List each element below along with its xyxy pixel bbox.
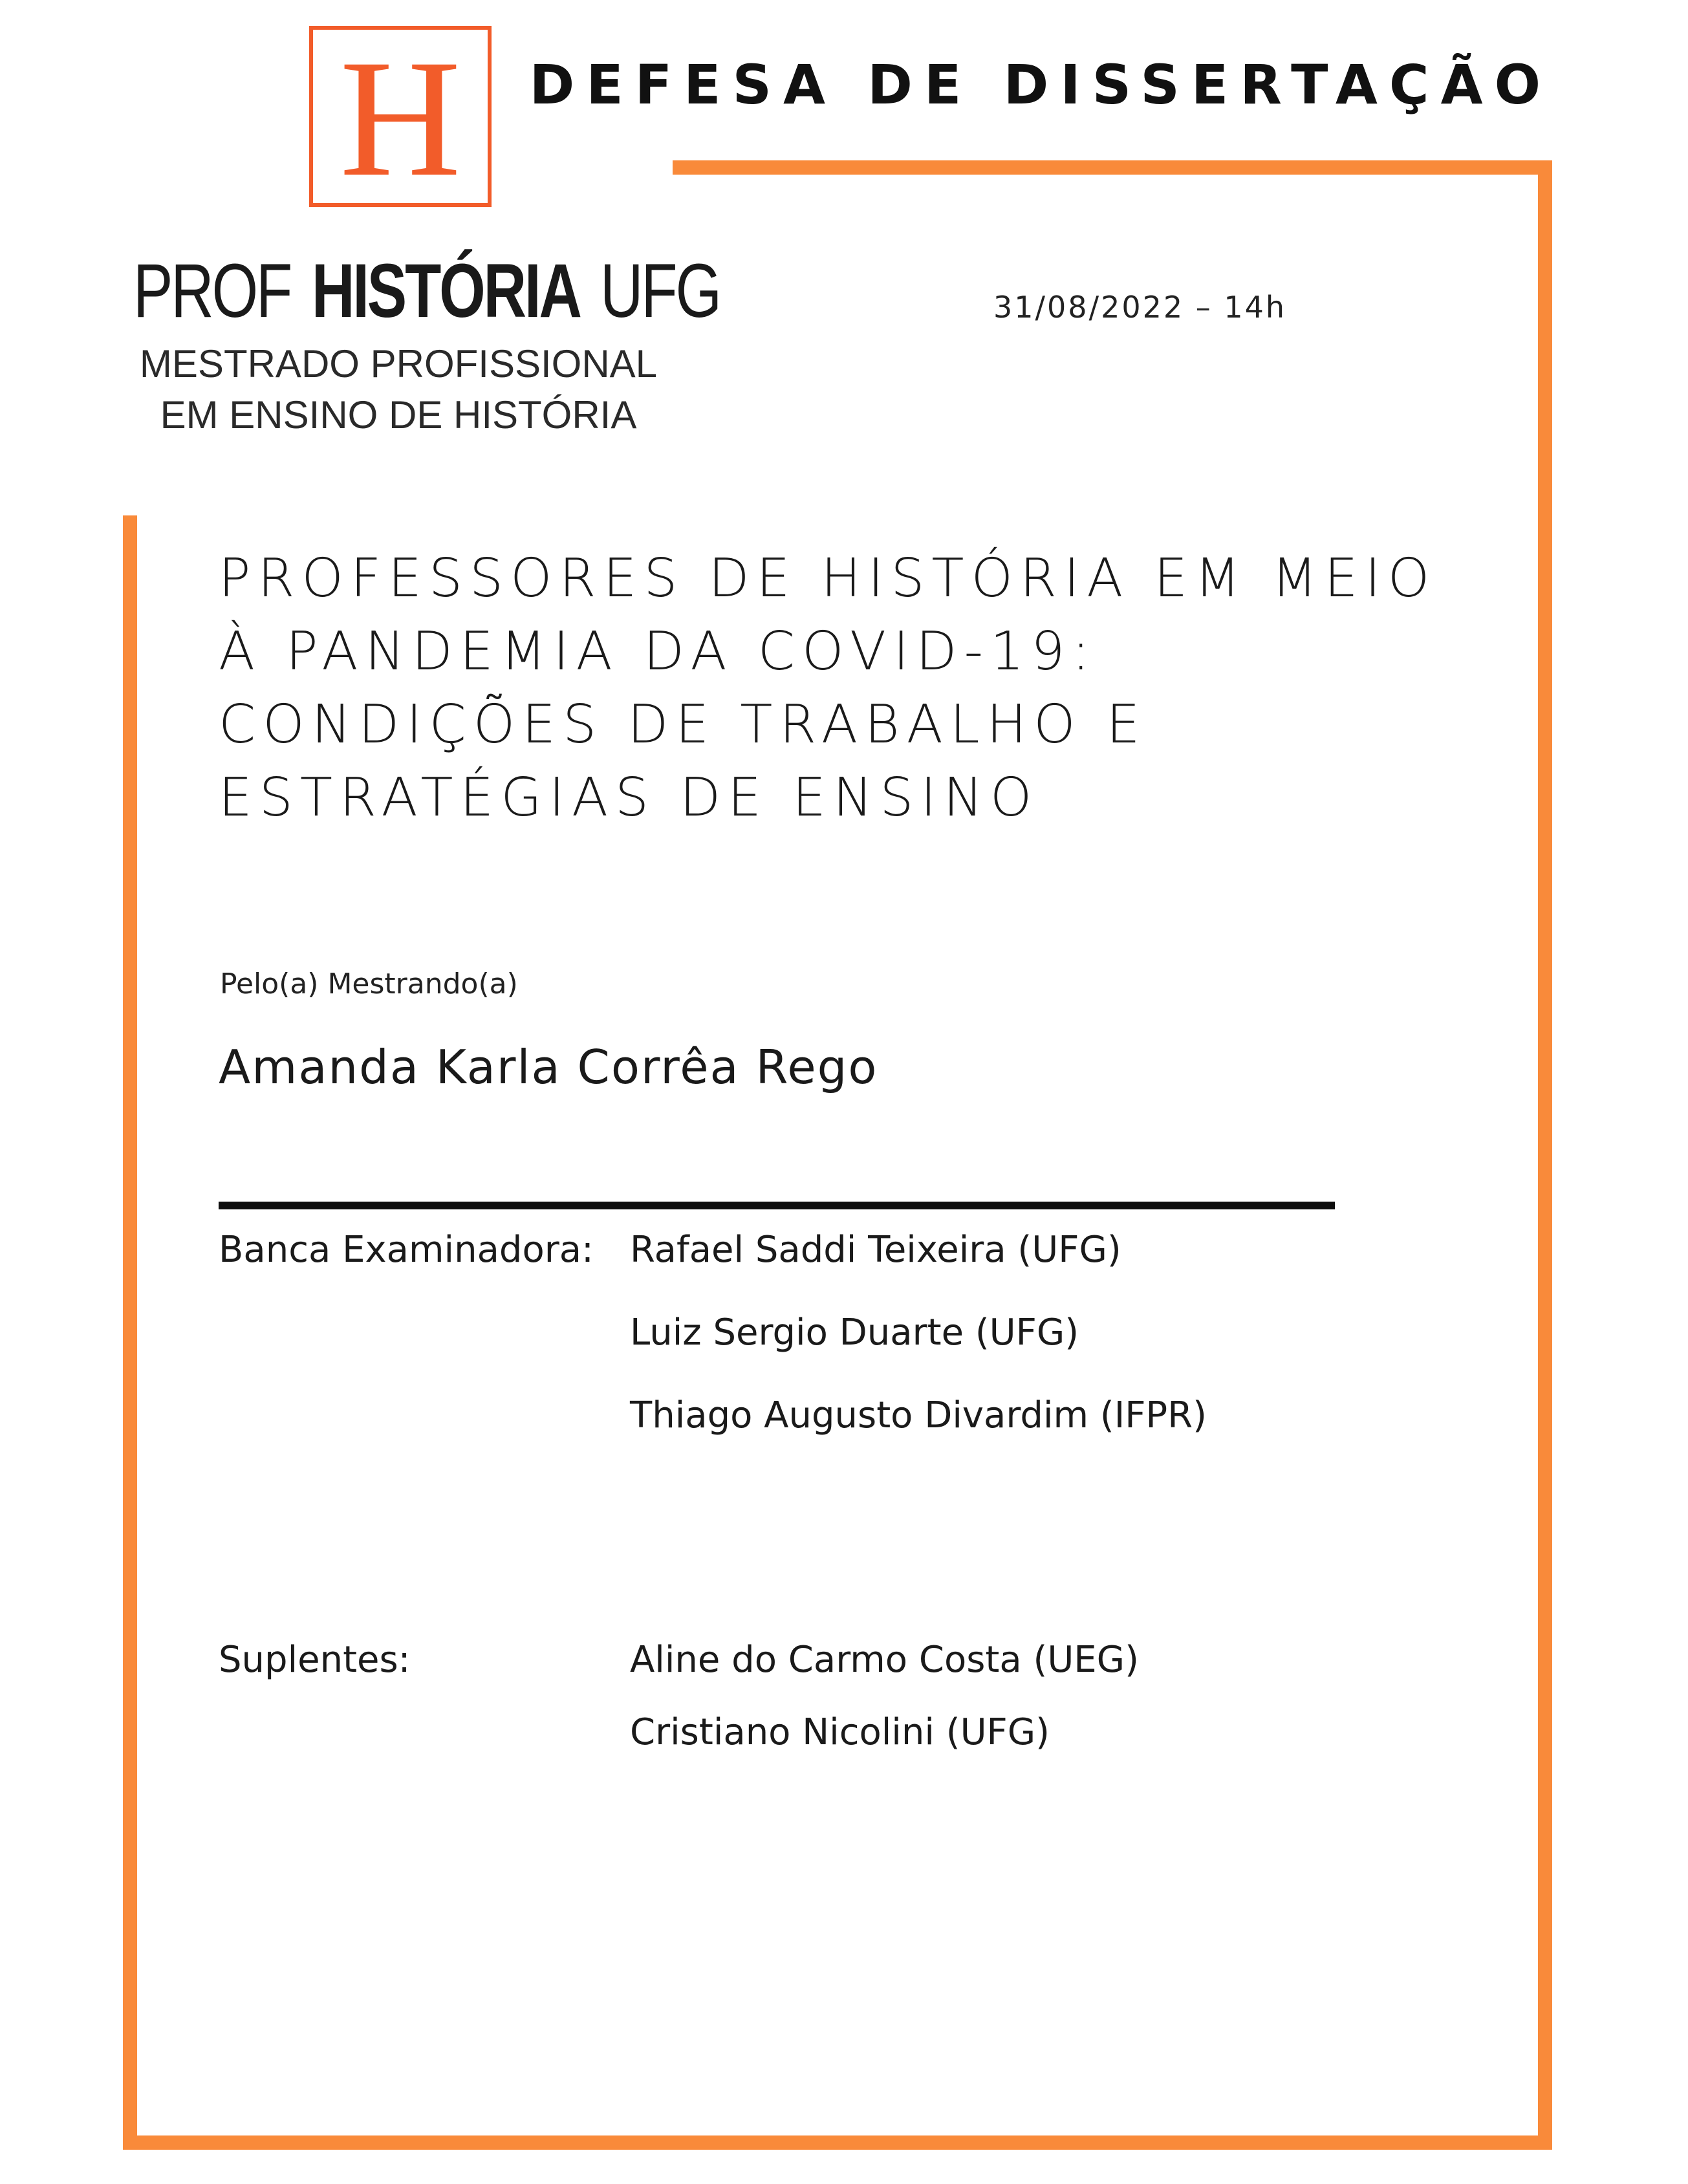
committee-member: Luiz Sergio Duarte (UFG) bbox=[630, 1312, 1079, 1354]
profhistoria-logo-icon bbox=[309, 25, 492, 211]
brand-wordmark bbox=[133, 247, 720, 334]
page-title: DEFESA DE DISSERTAÇÃO bbox=[529, 53, 1552, 116]
brand-prof: PROF bbox=[133, 248, 291, 334]
frame-bottom-border bbox=[123, 2135, 1552, 2150]
thesis-title-line: À PANDEMIA DA COVID-19: bbox=[219, 621, 1098, 682]
brand-historia: HISTÓRIA bbox=[311, 248, 580, 334]
logo-letter: H bbox=[340, 25, 461, 211]
thesis-title-line: ESTRATÉGIAS DE ENSINO bbox=[219, 767, 1039, 828]
thesis-title-line: CONDIÇÕES DE TRABALHO E bbox=[219, 694, 1147, 755]
student-label: Pelo(a) Mestrando(a) bbox=[220, 968, 518, 1000]
brand-ufg: UFG bbox=[600, 248, 720, 334]
committee-label: Banca Examinadora: bbox=[219, 1229, 594, 1271]
defense-date: 31/08/2022 – 14h bbox=[993, 290, 1287, 325]
frame-left-border bbox=[123, 515, 137, 2150]
thesis-title bbox=[219, 542, 1512, 834]
section-divider bbox=[219, 1202, 1335, 1209]
thesis-title-line: PROFESSORES DE HISTÓRIA EM MEIO bbox=[219, 548, 1437, 609]
substitute-member: Aline do Carmo Costa (UEG) bbox=[630, 1639, 1139, 1681]
brand-subtitle-line2: EM ENSINO DE HISTÓRIA bbox=[160, 393, 637, 437]
frame-right-border bbox=[1538, 160, 1552, 2150]
frame-top-border bbox=[673, 160, 1552, 175]
substitutes-label: Suplentes: bbox=[219, 1639, 411, 1681]
brand-subtitle-line1: MESTRADO PROFISSIONAL bbox=[139, 342, 658, 385]
committee-member: Rafael Saddi Teixeira (UFG) bbox=[630, 1229, 1121, 1271]
committee-member: Thiago Augusto Divardim (IFPR) bbox=[630, 1394, 1207, 1436]
student-name: Amanda Karla Corrêa Rego bbox=[219, 1040, 878, 1094]
substitute-member: Cristiano Nicolini (UFG) bbox=[630, 1711, 1050, 1753]
